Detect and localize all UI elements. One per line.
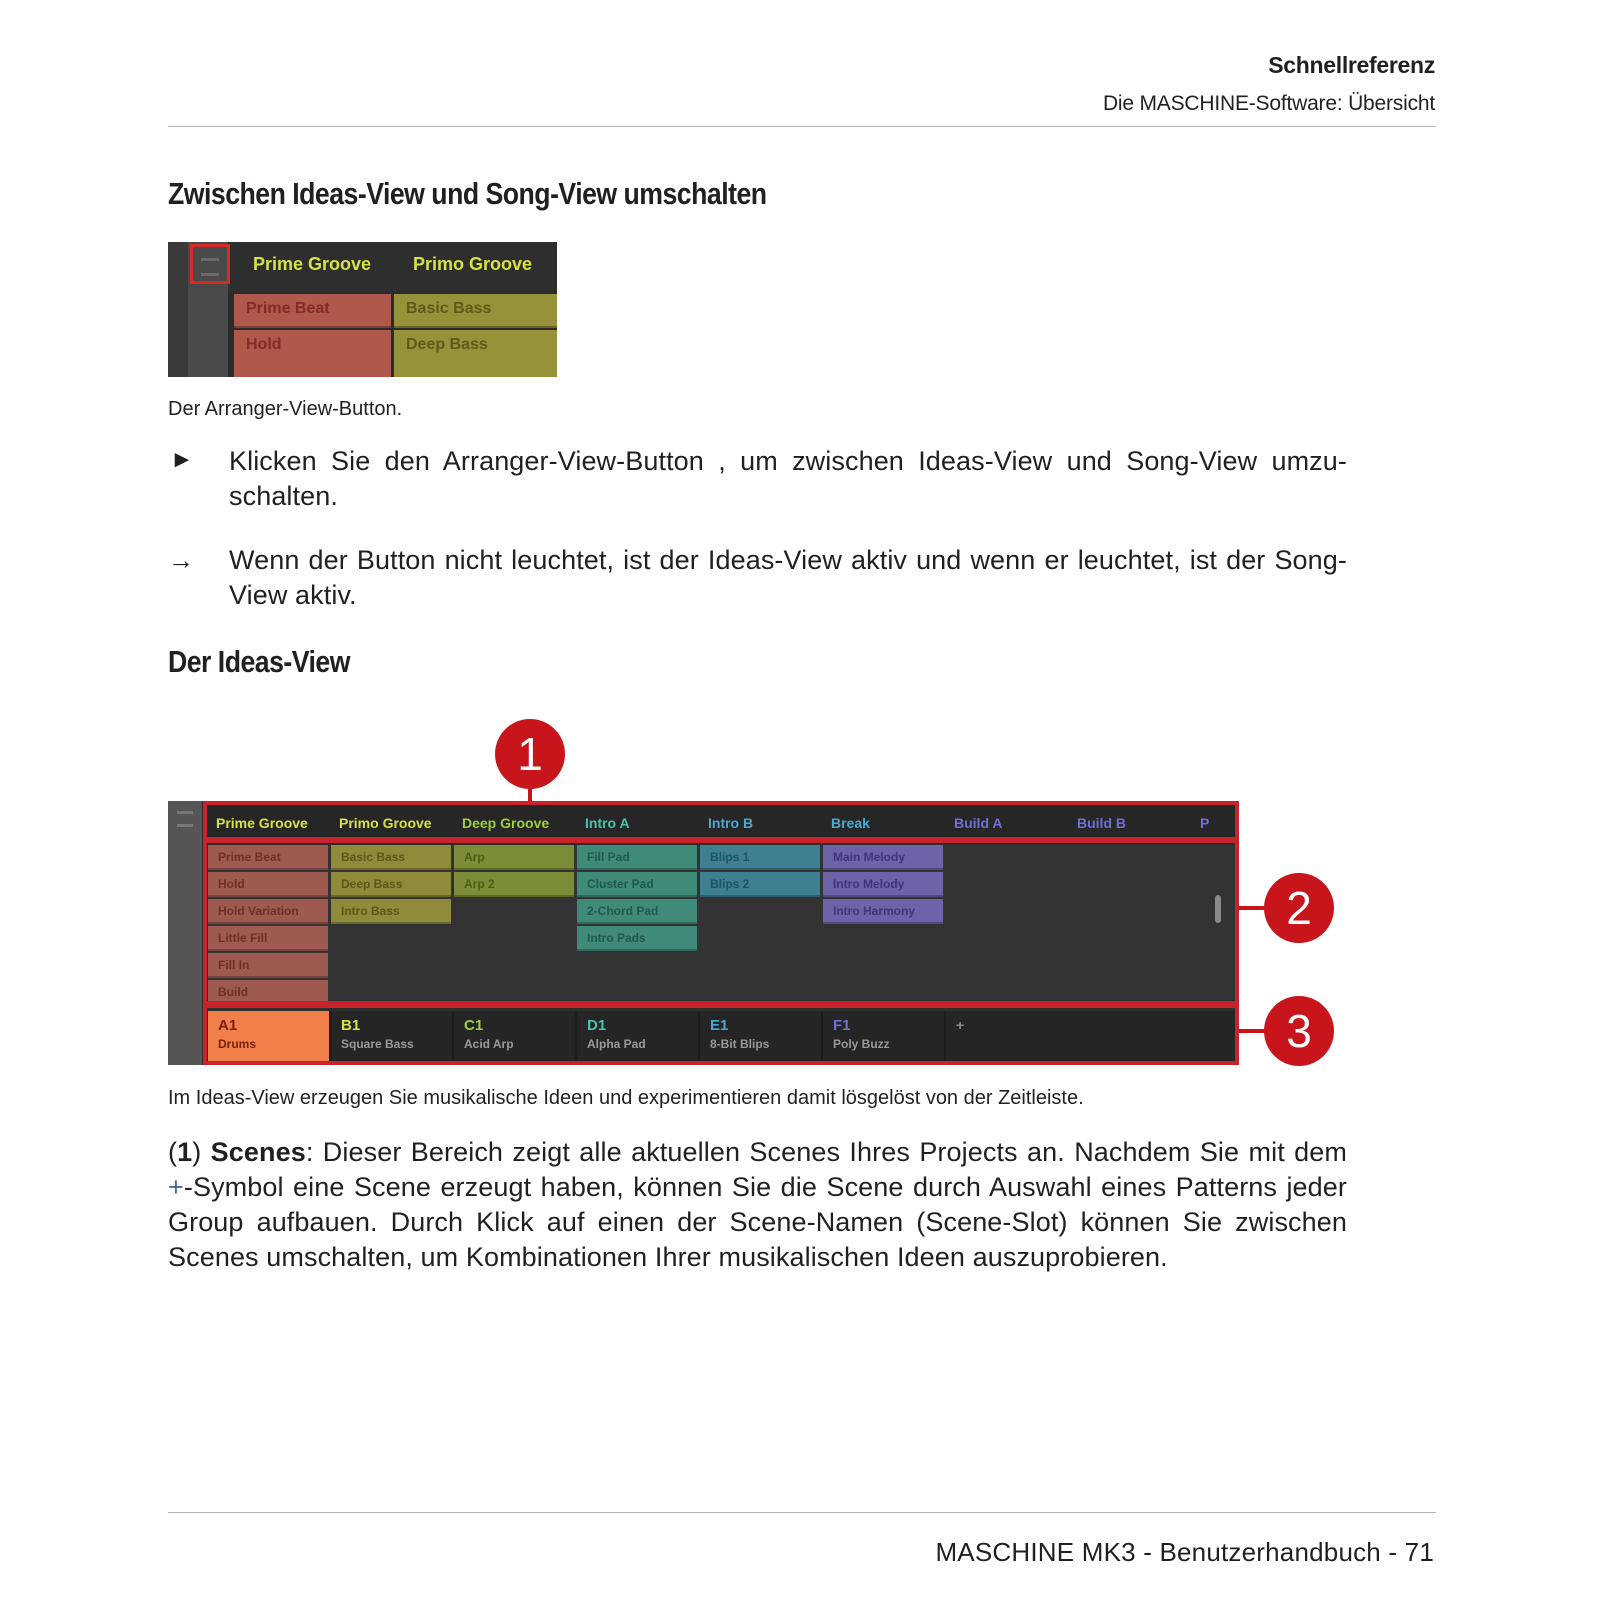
arranger-column — [168, 801, 202, 1065]
pattern-cell[interactable]: Hold — [208, 872, 328, 897]
pattern-cell[interactable]: Fill In — [208, 953, 328, 978]
group-id: B1 — [341, 1017, 361, 1034]
section-title-ideas-view: Der Ideas-View — [168, 644, 350, 679]
footer-page-info: MASCHINE MK3 - Benutzerhandbuch - 71 — [935, 1537, 1434, 1567]
callout-1: 1 — [495, 719, 565, 789]
group-id: C1 — [464, 1017, 484, 1034]
group-id: A1 — [218, 1017, 238, 1034]
scene-slot[interactable]: Primo Groove — [413, 254, 533, 274]
pattern-cell[interactable]: Basic Bass — [394, 294, 557, 328]
scene-slot[interactable]: P — [1200, 815, 1210, 831]
groups-highlight — [203, 1004, 1239, 1065]
para-text-b: -Symbol eine Scene erzeugt haben, können Sie die Scene durch Auswahl eines Patterns jeder Group aufbauen. Durch Klick auf einen der Scene-Namen (Scene-Slot) können Sie zwischen Scenes umschalten, um Kombinationen Ihrer musikalischen Ideen auszuprobieren. — [168, 1172, 1347, 1272]
group-name: 8-Bit Blips — [710, 1037, 770, 1051]
callout-2: 2 — [1264, 873, 1334, 943]
pattern-cell[interactable]: 2-Chord Pad — [577, 899, 697, 924]
pattern-cell[interactable]: Main Melody — [823, 845, 943, 870]
scene-slot[interactable]: Prime Groove — [253, 254, 372, 274]
figure-caption-arranger-button: Der Arranger-View-Button. — [168, 398, 403, 420]
action-instruction: Klicken Sie den Arranger-View-Button , um zwischen Ideas-View und Song-View umzu-schalten. — [229, 446, 1347, 511]
scenes-description: (1) Scenes: Dieser Bereich zeigt alle aktuellen Scenes Ihres Projects an. Nachdem Sie mit dem +-Symbol eine Scene erzeugt haben, können Sie die Scene durch Auswahl eines Patterns jeder Group aufbauen. Durch Klick auf einen der Scene-Namen (Scene-Slot) können Sie zwischen Scenes umschalten, um Kombinationen Ihrer musikalischen Ideen auszuprobieren. — [168, 1137, 1347, 1272]
header-rule — [168, 126, 1436, 127]
group-id: F1 — [833, 1017, 851, 1034]
callout-3: 3 — [1264, 996, 1334, 1066]
section-title-switch-views: Zwischen Ideas-View und Song-View umschalten — [168, 176, 767, 211]
arranger-view-icon — [177, 811, 193, 827]
group-name: Alpha Pad — [587, 1037, 646, 1051]
result-text: Wenn der Button nicht leuchtet, ist der Ideas-View aktiv und wenn er leuchtet, ist der Song-View aktiv. — [229, 545, 1347, 610]
left-strip — [168, 242, 188, 377]
group-name: Square Bass — [341, 1037, 414, 1051]
header-section-title: Schnellreferenz — [1268, 52, 1435, 78]
pattern-cell[interactable]: Hold Variation — [208, 899, 328, 924]
pattern-cell[interactable]: Deep Bass — [394, 330, 557, 377]
plus-symbol-icon: + — [168, 1172, 184, 1202]
pattern-cell[interactable]: Prime Beat — [234, 294, 391, 328]
pattern-cell[interactable]: Deep Bass — [331, 872, 451, 897]
group-name: Drums — [218, 1037, 257, 1051]
scene-slot[interactable]: Break — [831, 815, 870, 831]
scene-slot[interactable]: Deep Groove — [462, 815, 550, 831]
group-id: E1 — [710, 1017, 729, 1034]
result-arrow-icon: → — [168, 545, 194, 575]
pattern-cell[interactable]: Intro Harmony — [823, 899, 943, 924]
scene-slot[interactable]: Primo Groove — [339, 815, 432, 831]
pattern-cell[interactable]: Hold — [234, 330, 391, 377]
pattern-cell[interactable]: Intro Bass — [331, 899, 451, 924]
pattern-cell[interactable]: Arp — [454, 845, 574, 870]
para-term: Scenes — [210, 1137, 306, 1167]
pattern-cell[interactable]: Intro Pads — [577, 926, 697, 951]
group-id: D1 — [587, 1017, 607, 1034]
scene-slot[interactable]: Build B — [1077, 815, 1126, 831]
pattern-cell[interactable]: Basic Bass — [331, 845, 451, 870]
scenes-highlight — [203, 801, 1239, 841]
figure-caption-ideas-view: Im Ideas-View erzeugen Sie musikalische Ideen und experimentieren damit lösgelöst von der Zeitleiste. — [168, 1087, 1084, 1109]
scene-slot[interactable]: Intro A — [585, 815, 630, 831]
pattern-cell[interactable]: Prime Beat — [208, 845, 328, 870]
scene-slot[interactable]: Intro B — [708, 815, 754, 831]
pattern-cell[interactable]: Arp 2 — [454, 872, 574, 897]
group-name: Poly Buzz — [833, 1037, 890, 1051]
patterns-highlight — [203, 839, 1239, 1005]
pattern-cell[interactable]: Blips 2 — [700, 872, 820, 897]
add-group-icon[interactable]: + — [956, 1017, 965, 1033]
ideas-view-screenshot — [168, 801, 1239, 1065]
para-number: 1 — [177, 1137, 193, 1167]
arranger-view-button-highlight[interactable] — [190, 244, 230, 284]
footer-rule — [168, 1512, 1436, 1513]
pattern-cell[interactable]: Fill Pad — [577, 845, 697, 870]
pattern-cell[interactable]: Little Fill — [208, 926, 328, 951]
header-subsection-title: Die MASCHINE-Software: Übersicht — [1102, 92, 1435, 115]
pattern-cell[interactable]: Blips 1 — [700, 845, 820, 870]
pattern-cell[interactable]: Build — [208, 980, 328, 1005]
group-name: Acid Arp — [464, 1037, 514, 1051]
arranger-view-button-screenshot — [168, 242, 557, 377]
scene-slot[interactable]: Prime Groove — [216, 815, 308, 831]
action-bullet-icon: ► — [170, 446, 194, 473]
scene-slot[interactable]: Build A — [954, 815, 1003, 831]
pattern-cell[interactable]: Intro Melody — [823, 872, 943, 897]
para-text-a: : Dieser Bereich zeigt alle aktuellen Scenes Ihres Projects an. Nachdem Sie mit dem — [305, 1137, 1347, 1167]
pattern-cell[interactable]: Cluster Pad — [577, 872, 697, 897]
arranger-view-icon — [201, 258, 219, 276]
